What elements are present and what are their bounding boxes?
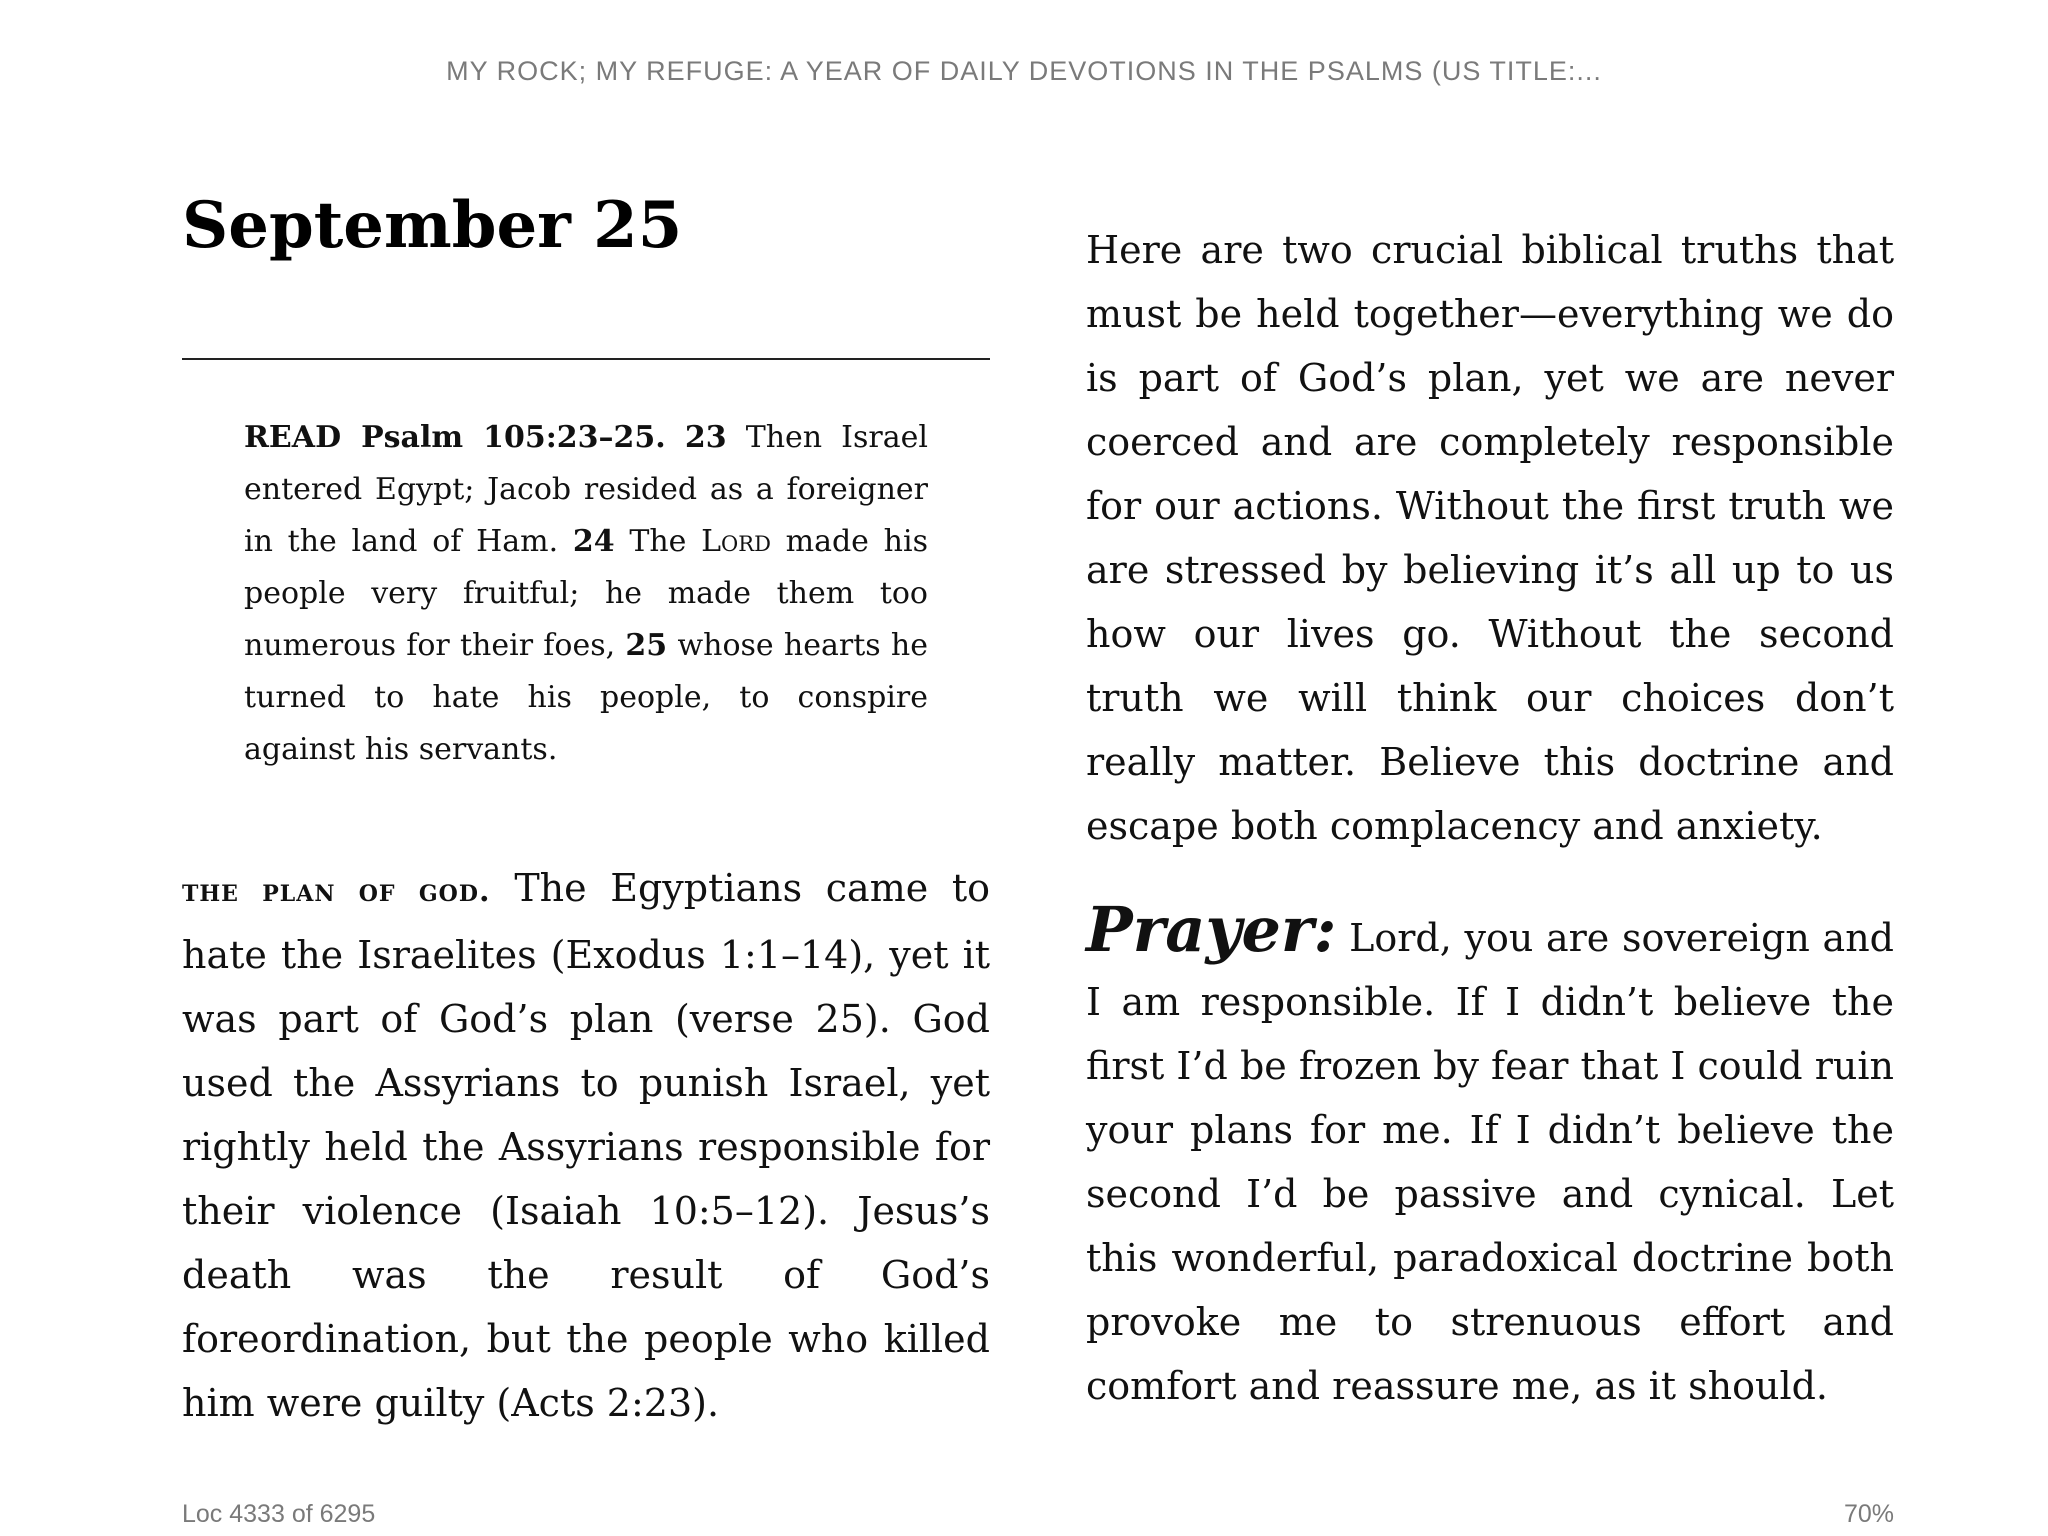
prayer-label: Prayer: <box>1086 893 1337 966</box>
verse-24-text-pre: The <box>629 524 687 559</box>
application-paragraph: Here are two crucial biblical truths that must be held together—everything we do is part of God’s plan, yet we are never coerced and are completely responsible for our actions. Without the first truth we are stressed by believing it’s all up to us how our lives go. Without the second truth we will think our choices don’t really matter. Believe this doctrine and escape both complacency and anxiety. <box>1086 228 1894 848</box>
verse-number-23: 23 <box>684 420 727 455</box>
location-indicator: Loc 4333 of 6295 <box>182 1500 376 1528</box>
heading-divider <box>182 358 990 360</box>
devotion-body-text: The Egyptians came to hate the Israelites (Exodus 1:1–14), yet it was part of God’s plan (verse 25). God used the Assyrians to punish Israel, yet rightly held the Assyrians responsible for their violence (Isaiah 10:5–12). Jesus’s death was the result of God’s foreordination, but the people who killed him were guilty (Acts 2:23). <box>182 866 990 1425</box>
verse-25-text: whose hearts he turned to hate his people, to conspire against his servants. <box>244 628 928 767</box>
verse-number-24: 24 <box>572 524 615 559</box>
book-title: MY ROCK; MY REFUGE: A YEAR OF DAILY DEVOTIONS IN THE PSALMS (US TITLE:... <box>446 56 1602 86</box>
chapter-heading: September 25 <box>182 188 683 263</box>
prayer-text: Lord, you are sovereign and I am responsible. If I didn’t believe the first I’d be frozen by fear that I could ruin your plans for me. If I didn’t believe the second I’d be passive and cynical. Let this wonderful, paradoxical doctrine both provoke me to strenuous effort and comfort and reassure me, as it should. <box>1086 916 1894 1408</box>
section-label: the plan of god. <box>182 873 491 909</box>
verse-23-text: Then Israel entered Egypt; Jacob resided as a foreigner in the land of Ham. <box>244 420 928 559</box>
prayer-paragraph <box>1086 893 1894 1418</box>
verse-24-text-post: made his people very fruitful; he made them too numerous for their foes, <box>244 524 928 663</box>
scripture-passage <box>244 412 928 776</box>
reading-progress-percent: 70% <box>1843 1500 1894 1528</box>
lord-smallcaps: Lord <box>701 524 771 559</box>
scripture-reference: READ Psalm 105:23–25. <box>244 420 666 455</box>
verse-number-25: 25 <box>625 628 668 663</box>
devotion-paragraph <box>182 856 990 1435</box>
